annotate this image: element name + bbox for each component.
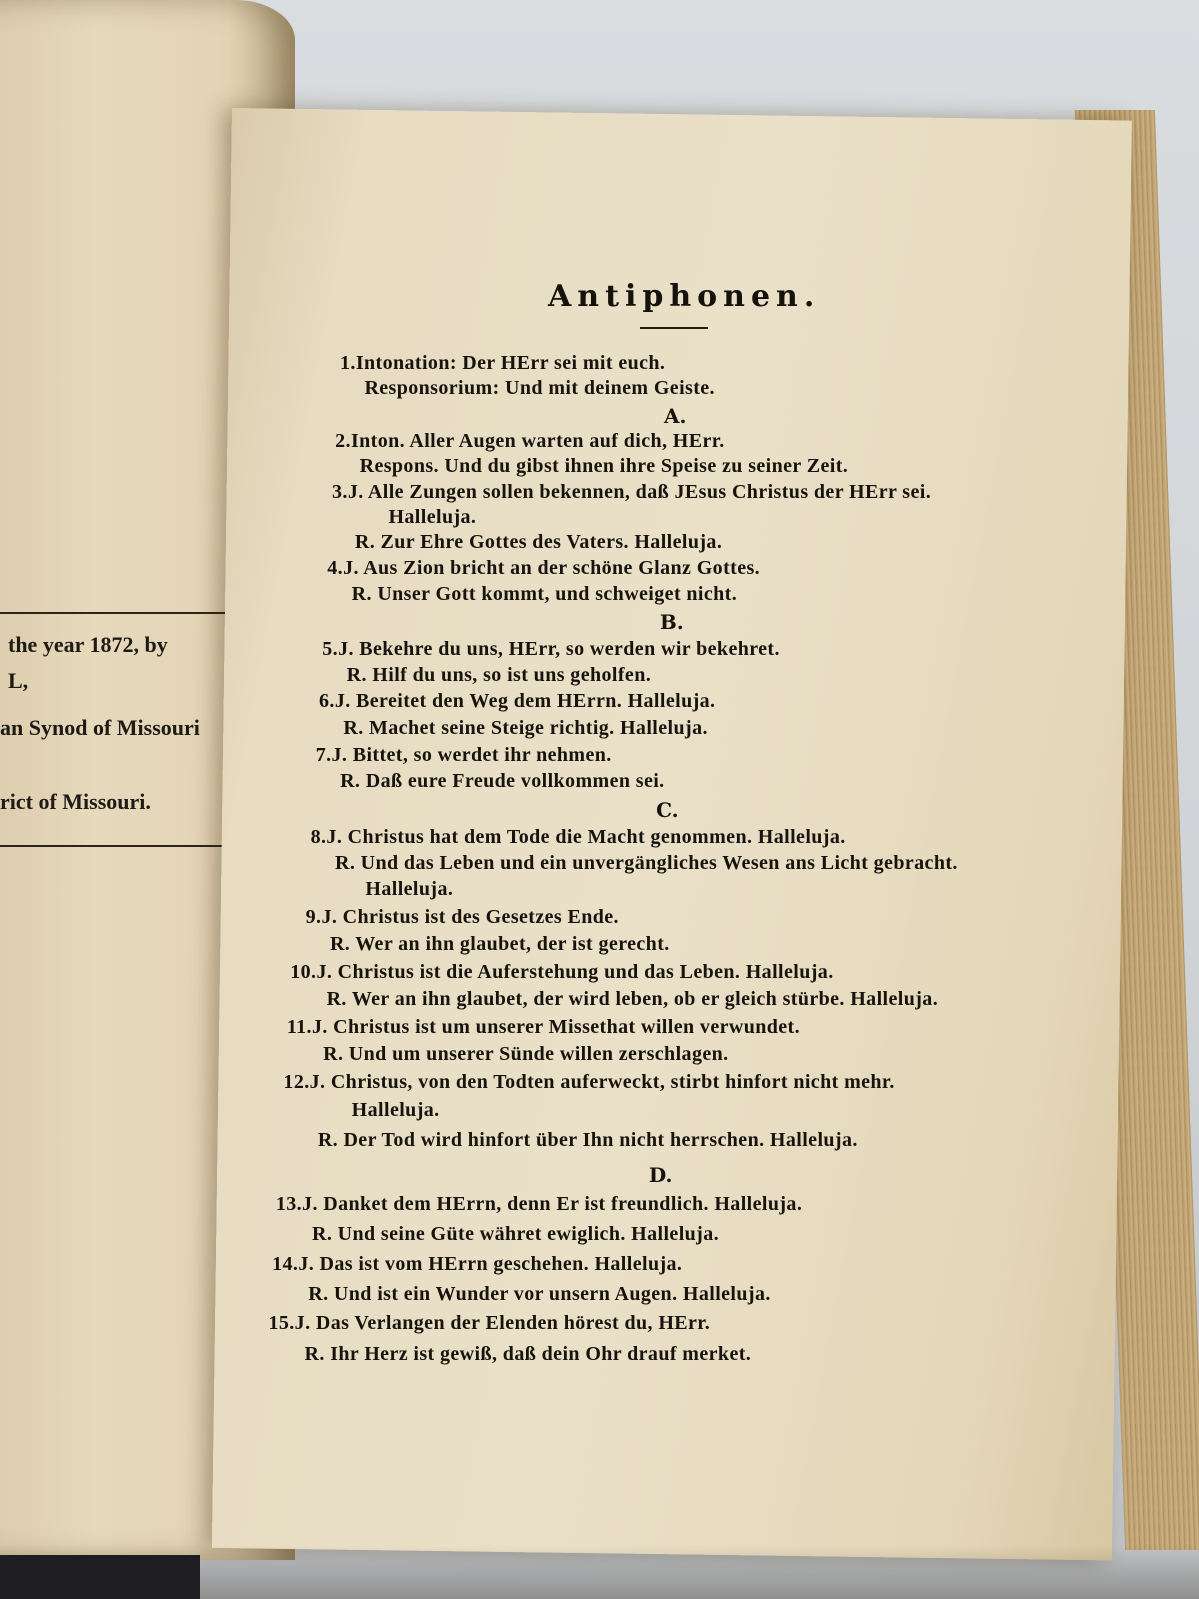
antiphon-text: J. Das ist vom HErrn geschehen. Halleluja. [298,1253,683,1275]
antiphon-text: J. Christus, von den Todten auferweckt, stirbt hinfort nicht mehr. [309,1071,895,1093]
antiphon-number: 6. [319,690,335,712]
antiphon-number: 15. [268,1312,295,1334]
antiphon-text: J. Alle Zungen sollen bekennen, daß JEsus Christus der HErr sei. [347,481,932,503]
antiphon-text: J. Bereitet den Weg dem HErrn. Halleluja. [334,690,716,712]
antiphon-line-intonation [290,961,833,984]
antiphon-text: J. Christus hat dem Tode die Macht genommen. Halleluja. [326,826,846,848]
antiphon-line-intonation [272,1253,682,1276]
antiphon-text: Inton. Aller Augen warten auf dich, HErr. [350,430,725,452]
left-page-line: rict of Missouri. [0,789,151,814]
left-page-line: the year 1872, by [8,632,168,657]
antiphon-text: J. Christus ist die Auferstehung und das Leben. Halleluja. [316,961,834,983]
antiphon-line: Respons. Und du gibst ihnen ihre Speise zu seiner Zeit. [359,455,849,477]
antiphon-text: J. Bekehre du uns, HErr, so werden wir bekehret. [338,638,780,660]
section-letter: D. [648,1163,673,1187]
antiphon-line-intonation [332,481,931,504]
antiphon-line: R. Und um unserer Sünde willen zerschlagen. [323,1043,729,1065]
antiphon-line-intonation [322,638,780,661]
title-rule [640,327,708,329]
antiphon-line: R. Wer an ihn glaubet, der wird leben, ob er gleich stürbe. Halleluja. [326,988,939,1010]
antiphon-line: R. Zur Ehre Gottes des Vaters. Halleluja. [354,531,723,553]
antiphon-number: 7. [315,744,332,766]
antiphon-number: 9. [305,906,322,928]
antiphon-line-intonation [268,1312,710,1335]
antiphon-line: R. Der Tod wird hinfort über Ihn nicht herrschen. Halleluja. [317,1129,858,1151]
antiphon-line: R. Und seine Güte währet ewiglich. Halleluja. [311,1223,720,1245]
antiphon-text: J. Danket dem HErrn, denn Er ist freundlich. Halleluja. [302,1193,803,1215]
antiphon-line: Responsorium: Und mit deinem Geiste. [364,377,715,399]
antiphon-line: R. Daß eure Freude vollkommen sei. [340,770,665,792]
antiphon-line: R. Und das Leben und ein unvergängliches Wesen ans Licht gebracht. [335,852,958,874]
antiphon-number: 4. [327,557,344,579]
antiphon-number: 5. [322,638,339,660]
antiphon-line: R. Ihr Herz ist gewiß, daß dein Ohr drauf merket. [304,1343,752,1365]
antiphon-text: Intonation: Der HErr sei mit euch. [355,352,666,374]
left-page-top-rule [0,612,232,614]
antiphon-number: 13. [275,1193,303,1215]
left-page-line: L, [8,668,29,693]
antiphon-text: J. Christus ist um unserer Missethat willen verwundet. [311,1016,801,1038]
book-spine [0,1555,200,1599]
antiphon-line-intonation [340,352,665,375]
antiphon-line: R. Und ist ein Wunder vor unsern Augen. Halleluja. [308,1283,771,1305]
antiphon-line: R. Wer an ihn glaubet, der ist gerecht. [329,933,670,955]
section-letter: A. [664,404,687,428]
antiphon-number: 3. [332,481,348,503]
antiphon-line-intonation [283,1071,894,1094]
antiphon-number: 8. [310,826,327,848]
antiphon-line: Halleluja. [388,506,477,528]
antiphon-number: 10. [290,961,317,983]
section-letter: B. [659,610,684,634]
antiphon-line: R. Unser Gott kommt, und schweiget nicht. [351,583,738,605]
left-page-bottom-rule [0,845,248,847]
antiphon-number: 12. [283,1071,310,1093]
antiphon-number: 11. [286,1016,312,1038]
antiphon-line-intonation [311,826,846,849]
antiphon-line-intonation [306,906,619,929]
antiphon-text: J. Aus Zion bricht an der schöne Glanz Gottes. [343,557,761,579]
section-letter: C. [656,798,679,822]
page-title: Antiphonen. [548,279,821,314]
antiphon-line: R. Machet seine Steige richtig. Halleluja. [343,717,708,739]
antiphon-number: 2. [335,430,351,452]
antiphon-line-intonation [319,690,715,713]
antiphon-line-intonation [327,557,760,580]
antiphon-number: 14. [272,1253,299,1275]
antiphon-line-intonation [276,1193,802,1216]
left-page-line: an Synod of Missouri [0,715,200,740]
antiphon-line: R. Hilf du uns, so ist uns geholfen. [346,664,652,686]
antiphon-line: Halleluja. [351,1099,440,1121]
antiphon-text: J. Bittet, so werdet ihr nehmen. [331,744,612,766]
antiphon-number: 1. [340,352,356,374]
antiphon-text: J. Das Verlangen der Elenden hörest du, HErr. [294,1312,711,1334]
antiphon-text: J. Christus ist des Gesetzes Ende. [321,906,619,928]
antiphon-line-intonation [287,1016,800,1039]
antiphon-line: Halleluja. [365,878,454,900]
antiphon-line-intonation [316,744,612,767]
antiphon-line-intonation [335,430,724,453]
